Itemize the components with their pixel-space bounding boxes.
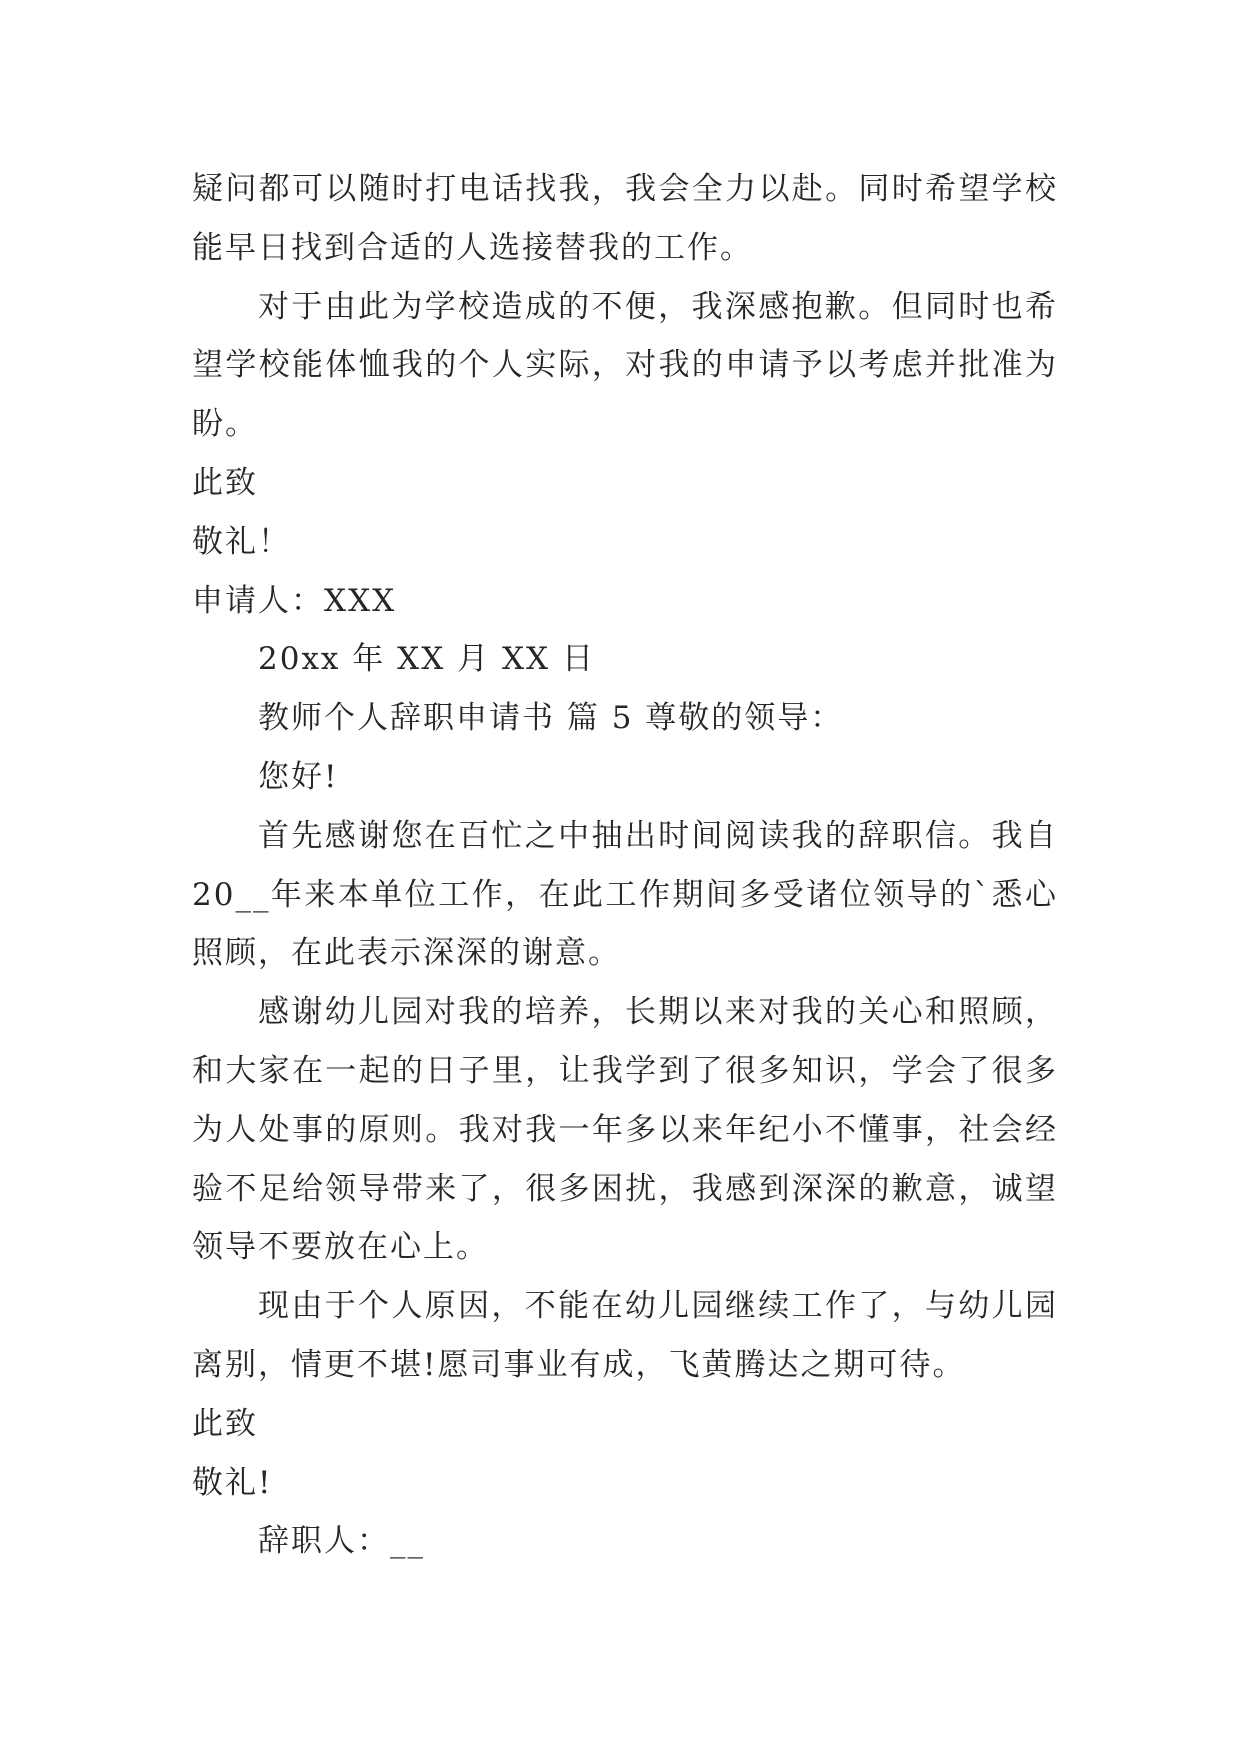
text-line (192, 983, 1072, 1042)
line-text: 领导不要放在心上。 (192, 1229, 489, 1266)
line-text: 验不足给领导带来了，很多困扰，我感到深深的歉意，诚望 (192, 1170, 1058, 1207)
text-line (192, 630, 1072, 689)
document-body (192, 160, 1072, 1571)
applicant-signature: 申请人：XXX (192, 582, 397, 619)
line-text: 盼。 (192, 406, 258, 443)
text-line (192, 1512, 1072, 1571)
text-line (192, 1336, 1072, 1395)
text-line (192, 689, 1072, 748)
salutation-text: 此致 (192, 1405, 258, 1442)
salutation-text: 敬礼! (192, 1464, 273, 1501)
text-line (192, 866, 1072, 925)
salutation-text: 敬礼！ (192, 523, 291, 560)
text-line (192, 160, 1072, 219)
text-line (192, 278, 1072, 337)
line-text: 为人处事的原则。我对我一年多以来年纪小不懂事，社会经 (192, 1111, 1058, 1148)
line-text: 离别，情更不堪!愿司事业有成，飞黄腾达之期可待。 (192, 1346, 966, 1383)
text-line (192, 1101, 1072, 1160)
text-line (192, 513, 1072, 572)
text-line (192, 807, 1072, 866)
line-text: 望学校能体恤我的个人实际，对我的申请予以考虑并批准为 (192, 347, 1058, 384)
text-line (192, 1218, 1072, 1277)
line-text: 照顾，在此表示深深的谢意。 (192, 935, 621, 972)
text-line (192, 1395, 1072, 1454)
section-heading: 教师个人辞职申请书 篇 5 尊敬的领导： (258, 700, 844, 737)
text-line (192, 748, 1072, 807)
text-line (192, 572, 1072, 631)
resigner-signature: 辞职人：__ (258, 1523, 425, 1560)
text-line (192, 336, 1072, 395)
salutation-text: 此致 (192, 464, 258, 501)
text-line (192, 1454, 1072, 1513)
text-line (192, 395, 1072, 454)
date-text: 20xx 年 XX 月 XX 日 (258, 641, 595, 678)
line-text: 能早日找到合适的人选接替我的工作。 (192, 229, 753, 266)
line-text: 对于由此为学校造成的不便，我深感抱歉。但同时也希 (258, 288, 1058, 325)
text-line (192, 924, 1072, 983)
line-text: 现由于个人原因，不能在幼儿园继续工作了，与幼儿园 (258, 1288, 1058, 1325)
line-text: 和大家在一起的日子里，让我学到了很多知识，学会了很多 (192, 1052, 1058, 1089)
text-line (192, 1160, 1072, 1219)
line-text: 感谢幼儿园对我的培养，长期以来对我的关心和照顾， (258, 994, 1058, 1031)
line-text: 疑问都可以随时打电话找我，我会全力以赴。同时希望学校 (192, 171, 1058, 207)
text-line (192, 219, 1072, 278)
line-text: 首先感谢您在百忙之中抽出时间阅读我的辞职信。我自 (258, 817, 1058, 854)
line-text: 20__年来本单位工作，在此工作期间多受诸位领导的`悉心 (192, 876, 1058, 913)
text-line (192, 1277, 1072, 1336)
greeting-text: 您好! (258, 758, 339, 795)
text-line (192, 454, 1072, 513)
text-line (192, 1042, 1072, 1101)
